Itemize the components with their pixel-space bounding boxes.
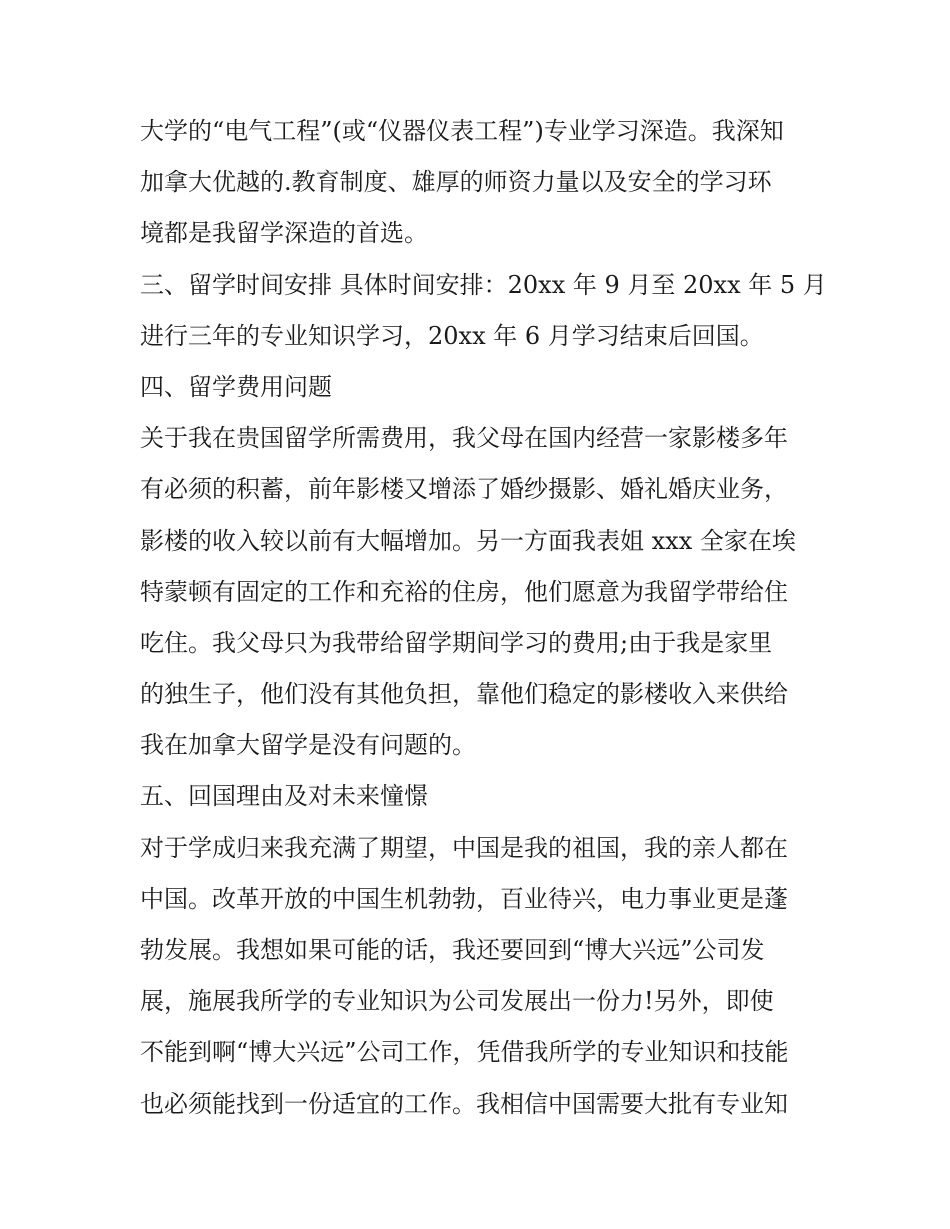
text-line: 勃发展。我想如果可能的话，我还要回到“博大兴远”公司发: [140, 936, 765, 964]
text-line: 有必须的积蓄，前年影楼又增添了婚纱摄影、婚礼婚庆业务，: [140, 475, 788, 504]
text-line: 特蒙顿有固定的工作和充裕的住房，他们愿意为我留学带给住: [140, 577, 788, 606]
text-line: 展，施展我所学的专业知识为公司发展出一份力!另外，即使: [140, 987, 774, 1016]
text-line: 进行三年的专业知识学习，20xx 年 6 月学习结束后回国。: [140, 321, 764, 350]
text-line: 我在加拿大留学是没有问题的。: [140, 731, 476, 760]
text-line: 中国。改革开放的中国生机勃勃，百业待兴，电力事业更是蓬: [140, 884, 788, 913]
section-heading: 四、留学费用问题: [140, 372, 332, 401]
text-line: 的独生子，他们没有其他负担，靠他们稳定的影楼收入来供给: [140, 680, 788, 709]
section-heading: 五、回国理由及对未来憧憬: [140, 782, 428, 811]
text-line: 大学的“电气工程”(或“仪器仪表工程”)专业学习深造。我深知: [140, 117, 784, 145]
text-line: 关于我在贵国留学所需费用，我父母在国内经营一家影楼多年: [140, 424, 788, 453]
text-line: 吃住。我父母只为我带给留学期间学习的费用;由于我是家里: [140, 628, 773, 657]
section-heading-line: 三、留学时间安排 具体时间安排：20xx 年 9 月至 20xx 年 5 月: [140, 270, 827, 299]
text-line: 也必须能找到一份适宜的工作。我相信中国需要大批有专业知: [140, 1089, 788, 1118]
text-line: 境都是我留学深造的首选。: [140, 219, 428, 248]
text-line: 加拿大优越的.教育制度、雄厚的师资力量以及安全的学习环: [140, 168, 772, 197]
text-line: 不能到啊“博大兴远”公司工作，凭借我所学的专业知识和技能: [140, 1038, 789, 1067]
text-line: 对于学成归来我充满了期望，中国是我的祖国，我的亲人都在: [140, 833, 788, 862]
text-line: 影楼的收入较以前有大幅增加。另一方面我表姐 xxx 全家在埃: [140, 526, 796, 555]
document-body: [140, 106, 827, 1130]
